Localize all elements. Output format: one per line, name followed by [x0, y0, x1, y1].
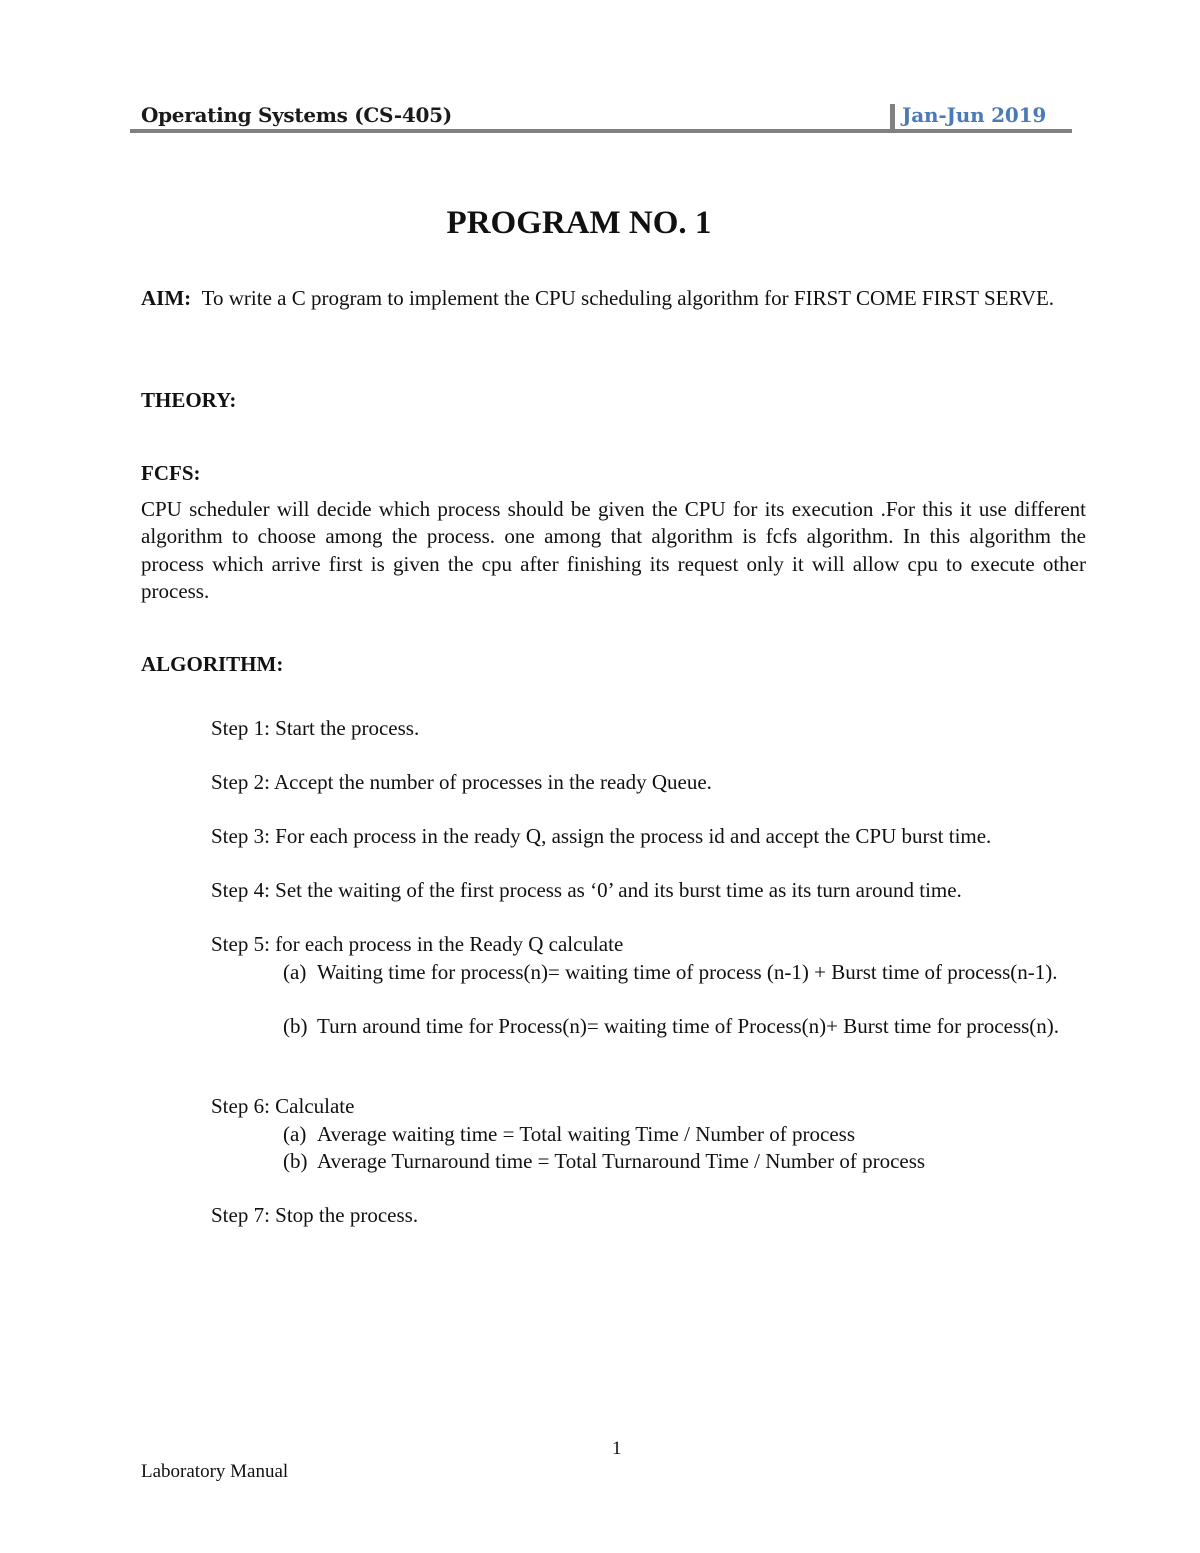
step-5a-text: Waiting time for process(n)= waiting time of process (n-1) + Burst time of process(n-1).	[317, 960, 1058, 984]
step-3: Step 3: For each process in the ready Q, assign the process id and accept the CPU burst time.	[211, 824, 992, 848]
step-5a-label: (a)	[283, 960, 307, 984]
step-2: Step 2: Accept the number of processes in the ready Queue.	[211, 770, 712, 794]
header-rule	[130, 129, 1072, 133]
page-number: 1	[612, 1438, 622, 1459]
step-5b-text: Turn around time for Process(n)= waiting time of Process(n)+ Burst time for process(n).	[317, 1014, 1060, 1038]
theory-heading: THEORY:	[141, 388, 237, 412]
step-7: Step 7: Stop the process.	[211, 1203, 419, 1227]
step-6b-label: (b)	[283, 1149, 308, 1173]
step-5: Step 5: for each process in the Ready Q calculate	[211, 932, 624, 956]
step-4: Step 4: Set the waiting of the first process as ‘0’ and its burst time as its turn around time.	[211, 878, 962, 902]
step-6: Step 6: Calculate	[211, 1094, 355, 1118]
step-6b	[283, 1148, 1086, 1175]
step-6a-text: Average waiting time = Total waiting Time / Number of process	[317, 1122, 856, 1146]
step-5b	[283, 1013, 1086, 1040]
step-6b-text: Average Turnaround time = Total Turnaround Time / Number of process	[317, 1149, 926, 1173]
step-6a-label: (a)	[283, 1122, 307, 1146]
aim-paragraph	[141, 285, 1091, 312]
fcfs-paragraph: CPU scheduler will decide which process should be given the CPU for its execution .For this it use different algorithm to choose among the process. one among that algorithm is fcfs algorithm. In this algorithm the process which arrive first is given the cpu after finishing its request only it will allow cpu to execute other process.	[141, 497, 1086, 603]
footer-label: Laboratory Manual	[141, 1461, 289, 1482]
header-course: Operating Systems (CS-405)	[141, 103, 452, 127]
step-5a	[283, 959, 1086, 986]
aim-label: AIM:	[141, 286, 192, 310]
fcfs-heading: FCFS:	[141, 461, 201, 485]
step-5b-label: (b)	[283, 1014, 308, 1038]
page-title: PROGRAM NO. 1	[446, 205, 712, 241]
aim-text: To write a C program to implement the CPU scheduling algorithm for FIRST COME FIRST SERVE.	[201, 286, 1055, 310]
step-6a	[283, 1121, 1086, 1148]
header-divider-bar	[890, 104, 895, 132]
header-term: Jan-Jun 2019	[902, 103, 1047, 127]
algorithm-heading: ALGORITHM:	[141, 652, 284, 676]
step-1: Step 1: Start the process.	[211, 716, 420, 740]
